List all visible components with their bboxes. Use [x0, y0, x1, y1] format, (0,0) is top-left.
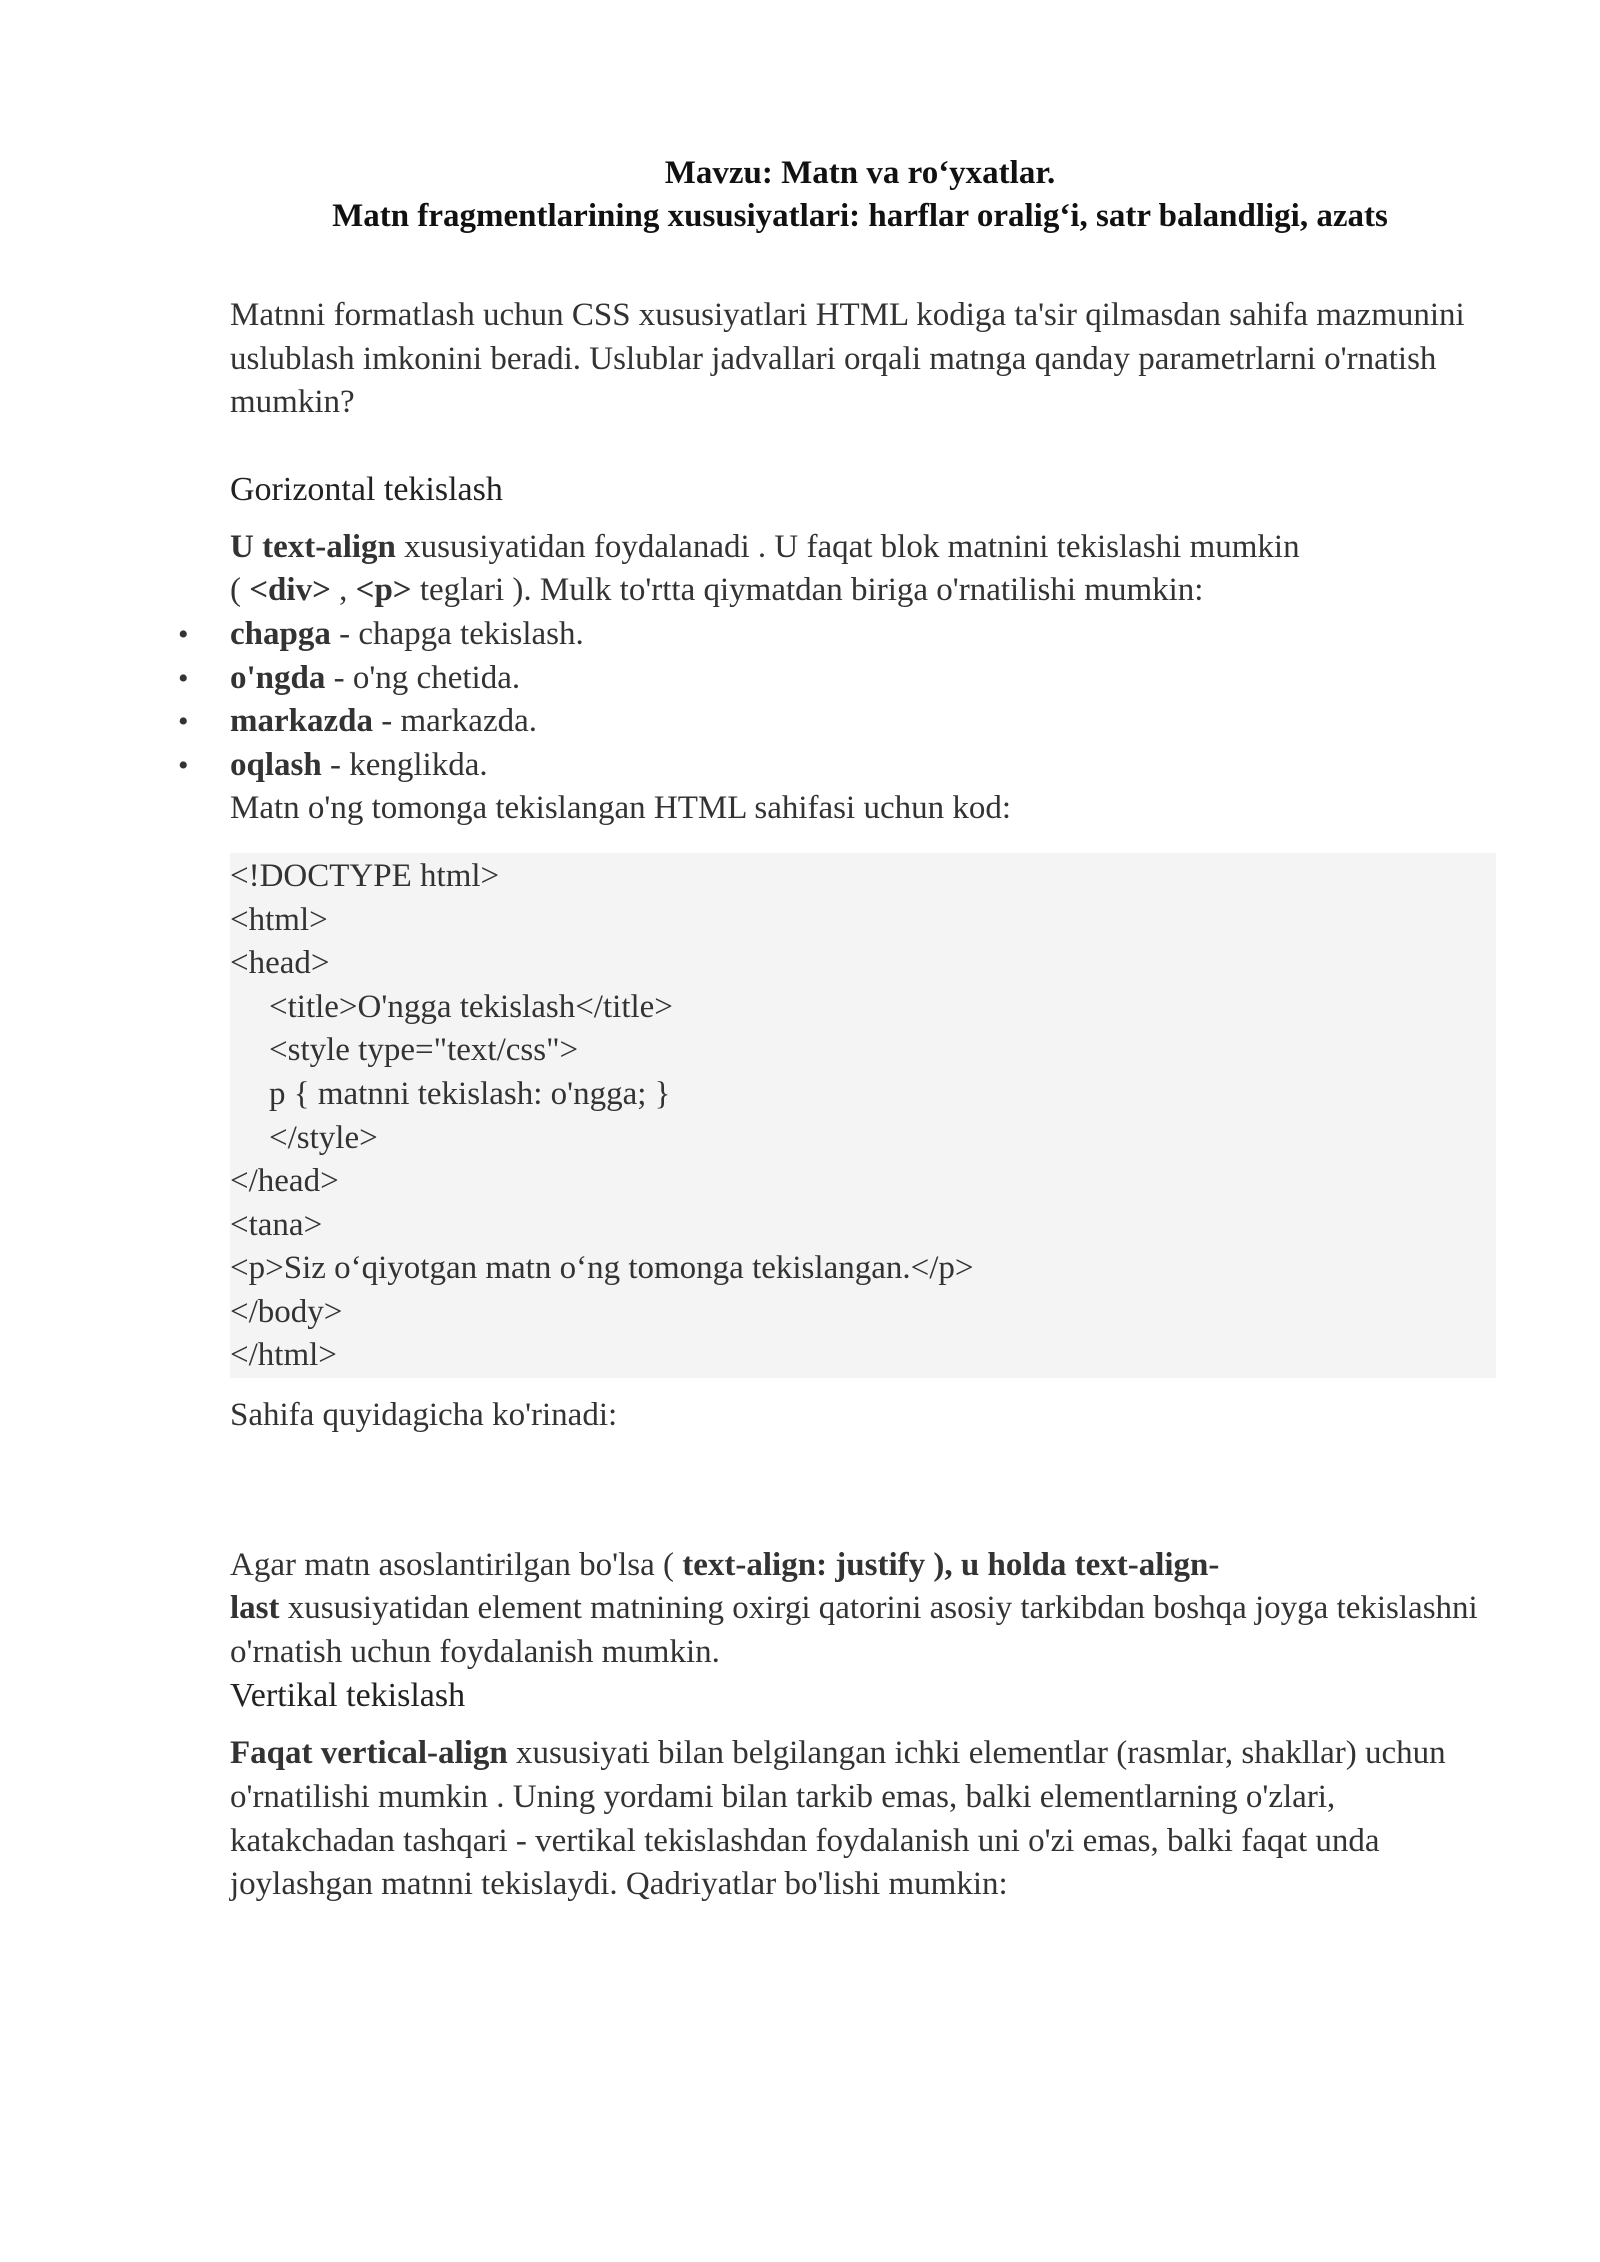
align-values-list: [178, 613, 1490, 787]
vertical-align-bold: Faqat vertical-align: [230, 1735, 508, 1772]
code-line: </style>: [269, 1119, 378, 1156]
justify-paragraph: Agar matn asoslantirilgan bo'lsa ( text-align: justify ), u holda text-align- last xususiyatidan element matnining oxirgi qatorini asosiy tarkibdan boshqa joyga tekislashni o'rnatish uchun foydalanish mumkin.: [230, 1546, 1478, 1670]
heading-vertical-align: Vertikal tekislash: [230, 1677, 466, 1715]
document-title: [200, 152, 1520, 238]
intro-paragraph: Matnni formatlash uchun CSS xususiyatlari HTML kodiga ta'sir qilmasdan sahifa mazmunini uslublash imkonini beradi. Uslublar jadvallari orqali matnga qanday parametrlarni o'rnatish mumkin?: [230, 297, 1465, 421]
code-line: <html>: [230, 901, 328, 938]
text-align-paragraph: U text-align xususiyatidan foydalanadi . U faqat blok matnini tekislashi mumkin ( <div> , <p> teglari ). Mulk to'rtta qiymatdan biriga o'rnatilishi mumkin:: [230, 528, 1300, 609]
div-tag-bold: <div>: [249, 572, 331, 609]
code-line: <!DOCTYPE html>: [230, 857, 500, 894]
code-line: <tana>: [230, 1206, 323, 1243]
code-intro: Matn o'ng tomonga tekislangan HTML sahifasi uchun kod:: [230, 790, 1012, 827]
code-line: p { matnni tekislash: o'ngga; }: [269, 1075, 671, 1112]
last-bold: last: [230, 1590, 280, 1627]
code-line: <style type="text/css">: [269, 1032, 579, 1069]
after-code-paragraph: Sahifa quyidagicha ko'rinadi:: [230, 1397, 618, 1434]
code-line: </body>: [230, 1293, 343, 1330]
document-body: [178, 294, 1490, 1907]
list-item: • chapga - chapga tekislash.: [230, 613, 1490, 657]
title-line-2: Matn fragmentlarining xususiyatlari: harflar oralig‘i, satr balandligi, azats: [332, 198, 1388, 234]
bullet-icon: •: [178, 661, 189, 695]
code-line: </head>: [230, 1163, 339, 1200]
code-line: <title>O'ngga tekislash</title>: [269, 988, 673, 1025]
p-tag-bold: <p>: [355, 572, 412, 609]
list-item: • o'ngda - o'ng chetida.: [230, 657, 1490, 701]
bullet-icon: •: [178, 748, 189, 782]
list-item: • markazda - markazda.: [230, 700, 1490, 744]
list-item: • oqlash - kenglikda.: [230, 744, 1490, 788]
bullet-icon: •: [178, 705, 189, 739]
title-line-1: Mavzu: Matn va ro‘yxatlar.: [664, 155, 1056, 191]
justify-bold: text-align: justify ), u holda text-align-: [682, 1546, 1220, 1583]
code-line: </html>: [230, 1337, 337, 1374]
code-line: <p>Siz o‘qiyotgan matn o‘ng tomonga tekislangan.</p>: [230, 1250, 974, 1287]
code-line: <head>: [230, 945, 330, 982]
code-block: [230, 853, 1496, 1378]
bullet-icon: •: [178, 617, 189, 651]
text-align-bold: U text-align: [230, 528, 396, 565]
vertical-align-paragraph: Faqat vertical-align xususiyati bilan belgilangan ichki elementlar (rasmlar, shakllar) uchun o'rnatilishi mumkin . Uning yordami bilan tarkib emas, balki elementlarning o'zlari, katakchadan tashqari - vertikal tekislashdan foydalanish uni o'zi emas, balki faqat unda joylashgan matnni tekislaydi. Qadriyatlar bo'lishi mumkin:: [230, 1735, 1446, 1903]
heading-horizontal-align: Gorizontal tekislash: [230, 470, 503, 508]
